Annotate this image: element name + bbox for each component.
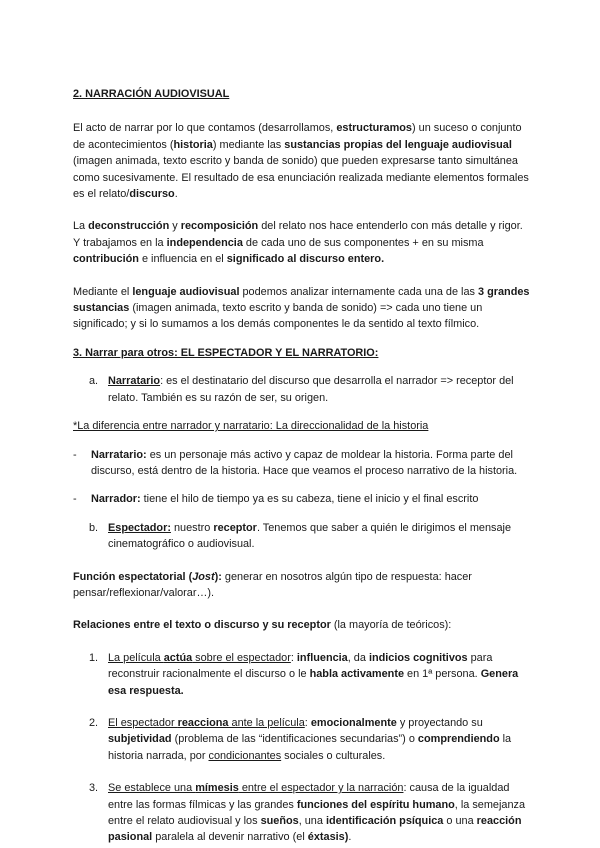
text-run: e influencia en el bbox=[138, 253, 227, 266]
text-run: ): bbox=[214, 570, 222, 583]
text-run: contribución bbox=[73, 253, 139, 266]
text-run: éxtasis) bbox=[307, 831, 349, 844]
list-item-espectador bbox=[73, 520, 531, 553]
text-run: generar en nosotros algún tipo de respuesta: hacer pensar/reflexionar/valorar…). bbox=[73, 570, 472, 599]
text-run: . bbox=[174, 188, 178, 201]
text-run: discurso bbox=[129, 188, 175, 201]
text-run: 3 grandes sustancias bbox=[73, 285, 530, 315]
text-run: nuestro bbox=[170, 521, 214, 534]
numbered-item-2 bbox=[73, 715, 531, 764]
dash-item-narrador bbox=[73, 491, 531, 507]
text-run: para reconstruir racionalmente el discurso o le bbox=[108, 651, 493, 681]
text-run: Narratario: bbox=[91, 448, 147, 461]
text-run: comprendiendo bbox=[417, 733, 500, 746]
text-run: (imagen animada, texto escrito y banda de sonido) => cada uno tiene un significado; y si lo sumamos a los demás componentes le da sentido al texto fílmico. bbox=[73, 302, 483, 331]
text-run: es un personaje más activo y capaz de moldear la historia. Forma parte del discurso, está dentro de la historia. Hace que veamos el proceso narrativo de la historia. bbox=[91, 448, 518, 477]
text-run: La bbox=[73, 220, 89, 233]
paragraph-relaciones bbox=[73, 617, 531, 633]
text-run: ante la película bbox=[228, 716, 305, 729]
text-run: (la mayoría de teóricos): bbox=[330, 619, 452, 632]
text-run: del relato nos hace entenderlo con más detalle y rigor. Y trabajamos en la bbox=[73, 220, 523, 249]
paragraph-funcion-espectatorial bbox=[73, 569, 531, 602]
text-run: o una bbox=[443, 815, 477, 827]
text-run: significado al discurso entero. bbox=[226, 253, 385, 266]
list-marker: 3. bbox=[89, 782, 99, 795]
section-2-title: 2. NARRACIÓN AUDIOVISUAL bbox=[73, 88, 230, 100]
text-run: : es el destinatario del discurso que desarrolla el narrador => receptor del relato. También es su razón de ser, su origen. bbox=[108, 375, 514, 404]
text-run: y bbox=[169, 220, 181, 233]
text-run: funciones del espíritu humano bbox=[296, 798, 455, 811]
text-run: independencia bbox=[166, 236, 243, 249]
text-run: influencia bbox=[296, 651, 348, 664]
text-run: tiene el hilo de tiempo ya es su cabeza, tiene el inicio y el final escrito bbox=[140, 493, 479, 506]
text-run: reacciona bbox=[177, 716, 229, 729]
list-item-text bbox=[108, 373, 531, 406]
text-run: sustancias propias del lenguaje audiovisual bbox=[284, 138, 512, 151]
text-run: Se establece una bbox=[108, 782, 196, 795]
text-run: emocionalmente bbox=[310, 716, 397, 729]
text-run: recomposición bbox=[180, 220, 259, 233]
text-run: receptor bbox=[213, 521, 257, 534]
note-direccionalidad: *La diferencia entre narrador y narratario: La direccionalidad de la historia bbox=[73, 420, 429, 433]
text-run: condicionantes bbox=[208, 749, 282, 762]
text-run: paralela al devenir narrativo (el bbox=[152, 831, 308, 844]
text-run: entre el espectador y la narración bbox=[238, 782, 404, 795]
text-run: El espectador bbox=[108, 716, 178, 729]
text-run: Narrador: bbox=[91, 493, 141, 506]
text-run: (imagen animada, texto escrito y banda de sonido) que pueden expresarse tanto simultánea como sucesivamente. El resultado de esa enunciación realizada mediante elementos formales es el relato/ bbox=[73, 155, 529, 201]
text-run: y proyectando su bbox=[396, 716, 483, 729]
text-run: podemos analizar internamente cada una de las bbox=[239, 285, 479, 298]
text-run: , da bbox=[347, 651, 369, 664]
list-marker: a. bbox=[89, 375, 99, 388]
text-run: sobre el espectador bbox=[192, 651, 291, 664]
text-run: sueños bbox=[260, 815, 299, 827]
text-run: : bbox=[290, 651, 297, 664]
text-run: reacción pasional bbox=[108, 815, 522, 844]
paragraph-narracion bbox=[73, 120, 531, 202]
section-3-title: 3. Narrar para otros: EL ESPECTADOR Y EL NARRATORIO: bbox=[73, 346, 379, 359]
dash-item-text bbox=[91, 447, 531, 480]
numbered-item-text bbox=[108, 715, 531, 764]
text-run: ) mediante las bbox=[212, 138, 285, 151]
numbered-item-text bbox=[108, 650, 531, 699]
list-marker: b. bbox=[89, 521, 99, 534]
numbered-item-1 bbox=[73, 650, 531, 699]
text-run: Espectador: bbox=[108, 521, 171, 534]
text-run: Función espectatorial ( bbox=[73, 570, 193, 583]
text-run: deconstrucción bbox=[88, 220, 170, 233]
list-marker: 2. bbox=[89, 716, 99, 729]
numbered-item-3 bbox=[73, 780, 531, 846]
text-run: : bbox=[304, 716, 311, 729]
text-run: sociales o culturales. bbox=[281, 749, 386, 762]
text-run: Genera esa respuesta. bbox=[108, 668, 519, 697]
text-run: : causa de la igualdad entre las formas fílmicas y las grandes bbox=[108, 782, 510, 811]
text-run: la historia narrada, por bbox=[108, 733, 512, 762]
text-run: La película bbox=[108, 651, 164, 664]
list-marker: 1. bbox=[89, 651, 99, 664]
paragraph-lenguaje bbox=[73, 284, 531, 333]
text-run: indicios cognitivos bbox=[368, 651, 468, 664]
text-run: actúa bbox=[163, 651, 193, 664]
text-run: subjetividad bbox=[108, 733, 172, 746]
numbered-item-text bbox=[108, 780, 531, 846]
text-run: historia bbox=[173, 138, 213, 151]
text-run: Mediante el bbox=[73, 285, 133, 298]
text-run: . Tenemos que saber a quién le dirigimos el mensaje cinematográfico o audiovisual. bbox=[108, 521, 511, 551]
list-item-text bbox=[108, 520, 531, 553]
text-run: de cada uno de sus componentes + en su misma bbox=[242, 236, 484, 249]
text-run: Jost bbox=[192, 570, 215, 583]
list-item-narratario bbox=[73, 373, 531, 406]
dash-marker: - bbox=[73, 448, 77, 461]
text-run: El acto de narrar por lo que contamos (desarrollamos, bbox=[73, 122, 337, 135]
text-run: en 1ª persona. bbox=[404, 668, 481, 681]
text-run: . bbox=[348, 831, 352, 844]
text-run: estructuramos bbox=[336, 122, 412, 135]
text-run: mímesis bbox=[195, 782, 239, 795]
document-page bbox=[73, 86, 531, 846]
dash-item-narratario bbox=[73, 447, 531, 480]
text-run: Narratario bbox=[108, 375, 161, 388]
text-run: Relaciones entre el texto o discurso y su receptor bbox=[73, 619, 331, 632]
paragraph-deconstruccion bbox=[73, 218, 531, 267]
dash-item-text bbox=[91, 491, 531, 507]
text-run: , una bbox=[298, 815, 326, 827]
text-run: (problema de las “identificaciones secundarias”) o bbox=[171, 733, 418, 746]
dash-marker: - bbox=[73, 493, 77, 506]
text-run: lenguaje audiovisual bbox=[132, 285, 240, 298]
text-run: , la semejanza entre el relato audiovisual y los bbox=[108, 798, 526, 827]
text-run: ) un suceso o conjunto de acontecimientos ( bbox=[73, 122, 522, 151]
text-run: habla activamente bbox=[309, 668, 405, 681]
text-run: identificación psíquica bbox=[325, 815, 444, 827]
